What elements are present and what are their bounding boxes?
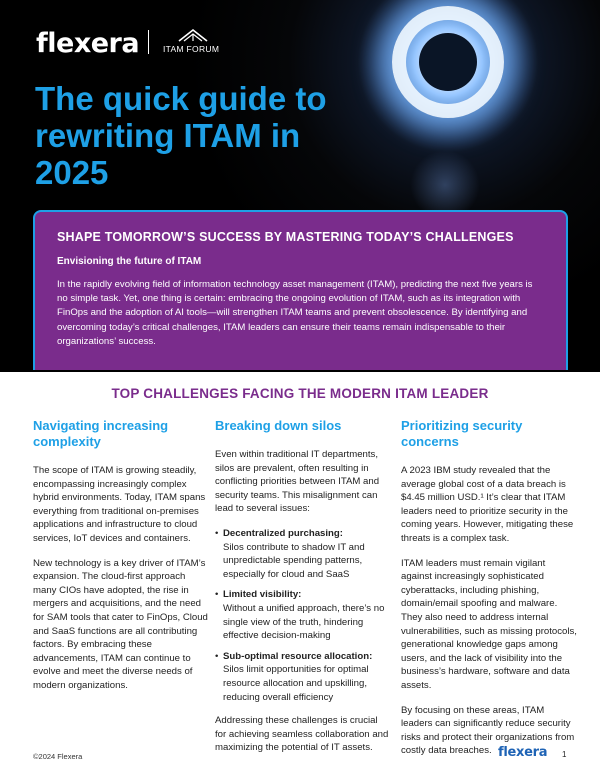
paragraph: Addressing these challenges is crucial for achieving seamless collaboration and maximizing the potential of IT assets. [215, 715, 389, 754]
column-complexity [33, 418, 209, 704]
page-title: The quick guide to rewriting ITAM in 2025 [35, 80, 327, 191]
paragraph: The scope of ITAM is growing steadily, encompassing increasingly complex hybrid environments. Today, ITAM spans everything from traditional on-premises applications and infrastructure to cloud services, IoT devices and containers. [33, 465, 206, 544]
page-number: 1 [562, 750, 567, 759]
logo-divider [148, 30, 149, 54]
intro-body: In the rapidly evolving field of information technology asset management (ITAM), predicting the next five years is no simple task. Yet, one thing is certain: embracing the ongoing evolution of ITAM, such as its integration with FinOps and the adoption of AI tools—will strengthen ITAM teams and prevent obsolescence. By identifying and overcoming today’s critical challenges, ITAM leaders can ensure their teams remain indispensable to their organizations’ success. [57, 279, 533, 347]
column-heading: Prioritizing security concerns [401, 418, 523, 449]
bullet-text: Without a unified approach, there’s no single view of the truth, hindering effective decision-making [223, 602, 385, 642]
column-heading: Breaking down silos [215, 418, 342, 433]
itam-forum-mark-icon [177, 28, 209, 42]
intro-heading: SHAPE TOMORROW’S SUCCESS BY MASTERING TODAY’S CHALLENGES [57, 230, 514, 244]
column-silos [215, 418, 391, 766]
section-heading: TOP CHALLENGES FACING THE MODERN ITAM LEADER [111, 386, 489, 401]
column-security [401, 418, 577, 769]
bullet-title: Limited visibility: [223, 589, 302, 601]
list-item [215, 588, 391, 642]
light-ring-center [419, 33, 477, 91]
paragraph: ITAM leaders must remain vigilant against increasingly sophisticated cyberattacks, including phishing, domain/email spoofing and malware. They also need to address internal vulnerabilities, such as missing protocols, generational knowledge gaps among users, and the lack of visibility into the business’s hardware, software and data assets. [401, 557, 577, 691]
list-item [215, 650, 391, 704]
bullet-text: Silos limit opportunities for optimal resource allocation and upskilling, reducing overall efficiency [223, 664, 369, 703]
itam-forum-logo [163, 28, 223, 56]
footer-flexera-logo: flexera [498, 745, 548, 760]
intro-panel [33, 210, 568, 370]
itam-forum-text: ITAM FORUM [163, 44, 220, 54]
issues-list [215, 527, 391, 704]
column-heading: Navigating increasing complexity [33, 418, 169, 449]
bullet-title: Decentralized purchasing: [223, 527, 343, 539]
paragraph: New technology is a key driver of ITAM’s expansion. The cloud-first approach many CIOs have adopted, the rise in mergers and acquisitions, and the need for SAM tools that cater to FinOps, Cloud and SaaS functions are all contributing factors. By embracing these advancements, ITAM can continue to evolve and meet the diverse needs of modern organizations. [33, 557, 208, 691]
paragraph: By focusing on these areas, ITAM leaders can significantly reduce security risks and protect their organizations from costly data breaches. [401, 704, 575, 757]
bullet-title: Sub-optimal resource allocation: [223, 650, 373, 662]
bullet-text: Silos contribute to shadow IT and unpredictable spending patterns, especially for cloud and SaaS [223, 541, 365, 580]
paragraph: A 2023 IBM study revealed that the average global cost of a data breach is $4.45 million USD.¹ It’s clear that ITAM leaders need to prioritize security in the coming years. However, mitigating these threats is a complex task. [401, 465, 574, 544]
paragraph: Even within traditional IT departments, silos are prevalent, often resulting in conflicting priorities between ITAM and security teams. This misalignment can lead to several issues: [215, 449, 380, 515]
copyright-text: ©2024 Flexera [33, 752, 83, 761]
flexera-logo: flexera [36, 28, 140, 59]
list-item [215, 527, 391, 581]
intro-subheading: Envisioning the future of ITAM [57, 256, 202, 267]
